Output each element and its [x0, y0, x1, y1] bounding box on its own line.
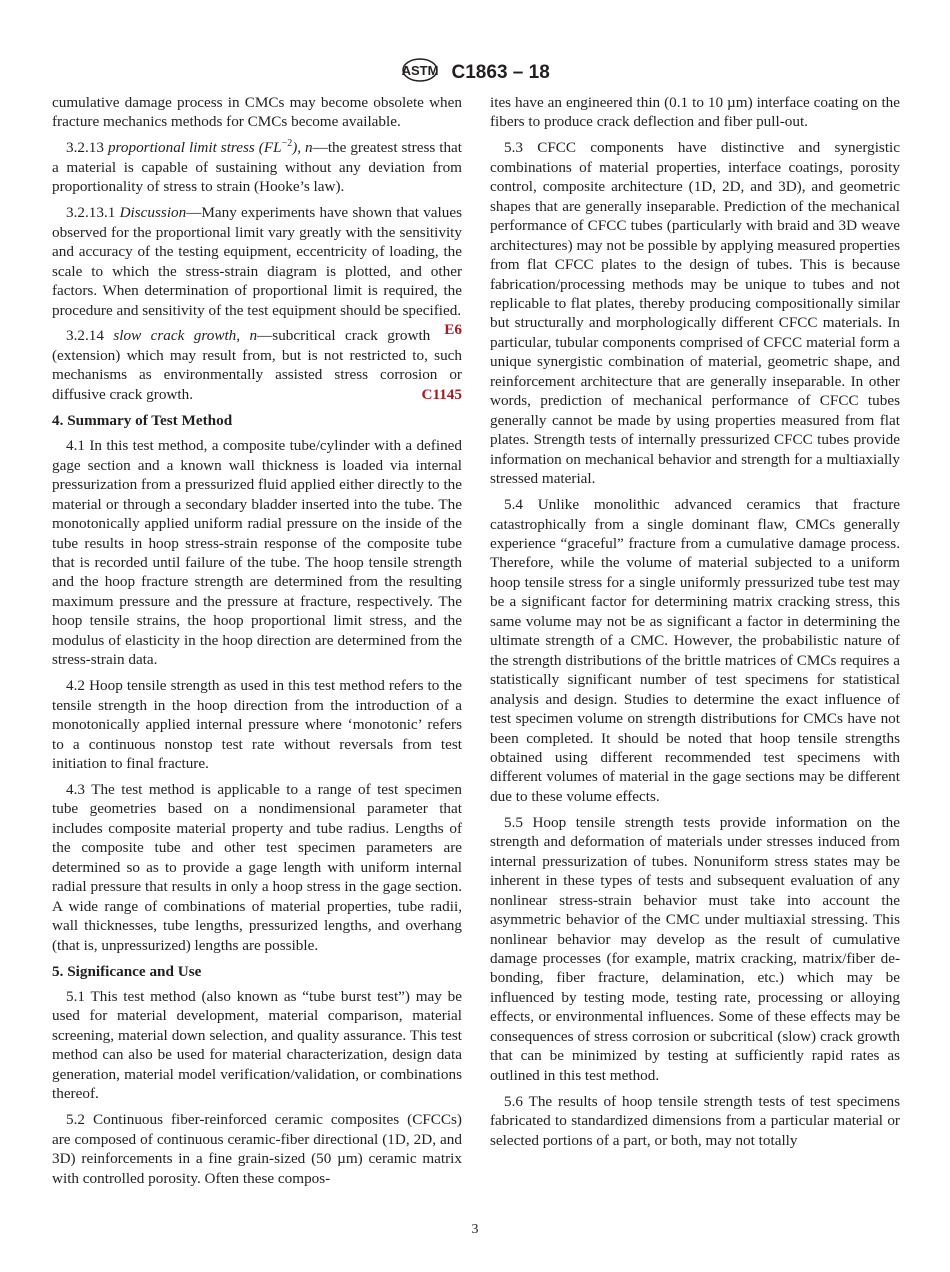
right-column	[490, 93, 900, 1157]
section-number: 4.2	[66, 677, 85, 695]
section-number: 5.6	[504, 1092, 523, 1110]
svg-text:ASTM: ASTM	[401, 63, 439, 78]
section-number: 5.5	[504, 813, 523, 831]
section-number: 3.2.14	[66, 327, 104, 345]
defined-term: Discussion	[119, 204, 187, 222]
paragraph	[490, 1092, 900, 1150]
paragraph-text: —Many experiments have shown that values observed for the proportional limit vary greatly with the sensitivity and accuracy of the testing equipment, eccentricity of loading, the scale to which the stress-strain diagram is plotted, and other factors. When determination of proportional limit is required, the procedure and sensitivity of the test equipment should be specified.	[52, 204, 462, 319]
paragraph	[490, 138, 900, 488]
paragraph-text: —the greatest stress that a material is capable of sustaining without any deviation from proportionality of stress to strain (Hooke’s law).	[52, 139, 462, 196]
paragraph	[490, 93, 900, 132]
paragraph-text: Hoop tensile strength as used in this test method refers to the tensile strength in the hoop direction from the introduction of a monotonically applied internal pressure where ‘monotonic’ refers to a continuous nonstop test rate without reversals from test initiation to final fracture.	[52, 677, 462, 772]
reference-link[interactable]: C1145	[421, 385, 462, 403]
defined-term-suffix: ), n	[292, 139, 313, 157]
paragraph-text: Continuous fiber-reinforced ceramic composites (CFCCs) are composed of continuous ceramic-fiber directional (1D, 2D, and 3D) reinforcements in a fine grain-sized (50 µm) ceramic matrix with controlled porosity. Often these compos-	[52, 1111, 462, 1187]
section-number: 4.3	[66, 780, 85, 798]
section-heading: 4. Summary of Test Method	[52, 411, 233, 429]
paragraph-text: Unlike monolithic advanced ceramics that fracture catastrophically from a single dominant flaw, CMCs generally experience “graceful” fracture from a cumulative damage process. Therefore, while the volume of material subjected to a uniform hoop tensile stress for a single uniformly pressurized tube test may be a significant factor for determining matrix cracking stress, this same volume may not be as significant a factor in determining the ultimate strength of a CMC. However, the probabilistic nature of the strength distributions of the brittle matrices of CMCs requires a statistically significant number of test specimens for statistical analysis and design. Studies to determine the exact influence of test specimen volume on strength distributions for CMCs have not been completed. It should be noted that hoop tensile strengths obtained using different recommended test specimens with different volumes of material in the gage sections may be different due to these volume effects.	[490, 496, 900, 805]
paragraph-text: In this test method, a composite tube/cylinder with a defined gage section and a known wall thickness is loaded via internal pressurization from a pressurized fluid applied either directly to the material or through a secondary bladder inserted into the tube. The monotonically applied uniform radial pressure on the inside of the tube results in hoop stress-strain response of the composite tube that is recorded until failure of the tube. The hoop tensile strength and the hoop fracture strength are determined from the resulting maximum pressure and the pressure at fracture, respectively. The hoop tensile strains, the hoop proportional limit stress, and the modulus of elasticity in the hoop direction are determined from the stress-strain data.	[52, 437, 462, 669]
paragraph	[490, 495, 900, 806]
paragraph-text: —subcritical crack growth (extension) which may result from, but is not restricted to, such mechanisms as environmentally assisted stress corrosion or diffusive crack growth.	[52, 327, 462, 403]
paragraph-text: This test method (also known as “tube burst test”) may be used for material development, material comparison, material screening, material down selection, and quality assurance. This test method can also be used for material characterization, design data generation, material model verification/validation, or combinations thereof.	[52, 987, 462, 1103]
section-number: 4.1	[66, 437, 85, 455]
paragraph	[52, 780, 462, 955]
paragraph-text: Hoop tensile strength tests provide information on the strength and deformation of materials under stresses induced from internal pressurization of tubes. Nonuniform stress states may be inherent in these types of tests and subsequent evaluation of any nonlinear stress-strain behavior must take into account the asymmetric behavior of the CMC under multiaxial stressing. This nonlinear behavior may develop as the result of cumulative damage processes (for example, matrix cracking, matrix/fiber de-bonding, fiber fracture, delamination, etc.) which may be influenced by testing mode, testing rate, processing or alloying effects, or environmental influences. Some of these effects may be consequences of stress corrosion or subcritical (slow) crack growth that can be minimized by testing at sufficiently rapid rates as outlined in this test method.	[490, 813, 900, 1084]
page-number: 3	[471, 1222, 479, 1237]
defined-term: slow crack growth, n	[113, 327, 258, 345]
section-heading: 5. Significance and Use	[52, 962, 202, 980]
page-header	[0, 56, 950, 90]
paragraph-text: ites have an engineered thin (0.1 to 10 µm) interface coating on the fibers to produce crack deflection and fiber pull-out.	[490, 94, 900, 131]
paragraph-text: The test method is applicable to a range of test specimen tube geometries based on a nondimensional parameter that includes composite material property and tube radius. Lengths of the composite tube and other test specimen parameters are determined so as to provide a gage length with uniform internal radial pressure that results in only a hoop stress in the gage section. A wide range of combinations of material properties, tube radii, wall thicknesses, tube lengths, pressurized lengths, and overhang (that is, unpressurized) lengths are possible.	[52, 780, 462, 954]
left-column	[52, 93, 462, 1195]
paragraph	[52, 676, 462, 773]
paragraph-text: The results of hoop tensile strength tests of test specimens fabricated to standardized dimensions from a particular material or selected portions of a part, or both, may not totally	[490, 1092, 900, 1149]
paragraph	[52, 436, 462, 669]
paragraph	[52, 987, 462, 1104]
section-number: 5.4	[504, 496, 523, 514]
paragraph-text: CFCC components have distinctive and synergistic combinations of material properties, interface coatings, porosity control, composite architecture (1D, 2D, and 3D), and geometric shapes that are generally inseparable. Prediction of the mechanical performance of CFCC tubes (particularly with braid and 3D weave architectures) may not be possible by applying measured properties from flat CFCC plates to the design of tubes. This is because fabrication/processing methods may be unique to tubes and not replicable to flat plates, thereby producing compositionally similar but structurally and morphologically different CFCC materials. In particular, tubular components comprised of CFCC material form a unique synergistic combination of material, geometric shape, and reinforcement architecture that are generally inseparable. In other words, prediction of mechanical performance of CFCC tubes generally cannot be made by using properties measured from flat plates. Strength tests of internally pressurized CFCC tubes provide information on mechanical behavior and strength for a multiaxially stressed material.	[490, 139, 901, 488]
section-number: 5.3	[504, 139, 523, 157]
defined-term: proportional limit stress (FL	[107, 139, 282, 157]
section-number: 5.1	[66, 987, 85, 1005]
superscript: −2	[281, 138, 293, 150]
paragraph	[52, 93, 462, 132]
reference-link[interactable]: E6	[444, 320, 462, 338]
paragraph	[52, 1110, 462, 1188]
paragraph	[52, 138, 462, 196]
section-number: 3.2.13	[66, 139, 104, 157]
document-designation: C1863 – 18	[451, 62, 550, 83]
paragraph	[490, 813, 900, 1085]
paragraph-text: cumulative damage process in CMCs may become obsolete when fracture mechanics methods for CMCs become available.	[52, 94, 462, 131]
astm-logo-icon	[400, 56, 440, 90]
paragraph	[52, 326, 462, 404]
section-number: 3.2.13.1	[66, 204, 116, 222]
section-number: 5.2	[66, 1111, 85, 1129]
